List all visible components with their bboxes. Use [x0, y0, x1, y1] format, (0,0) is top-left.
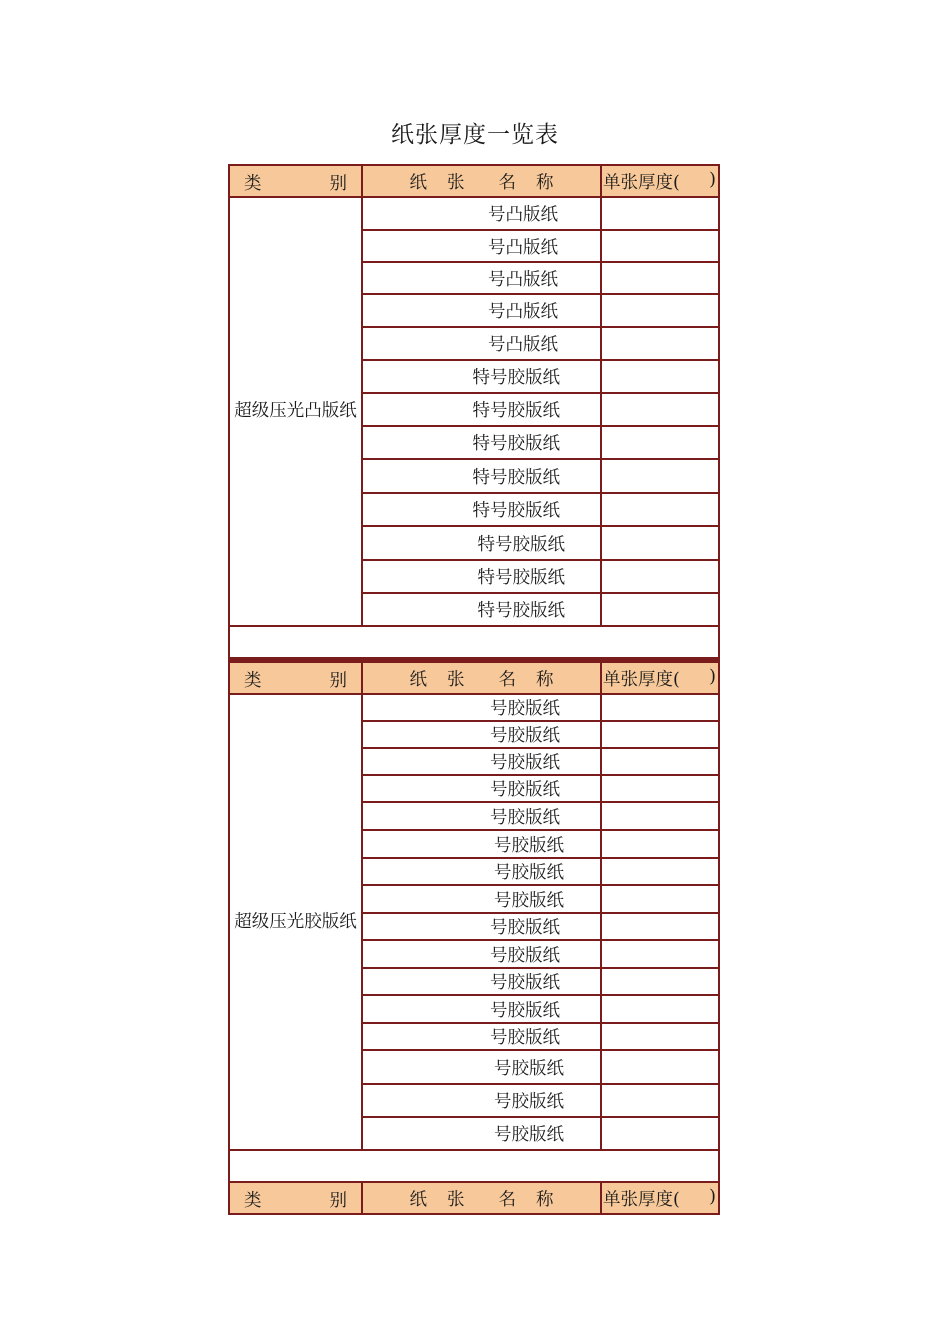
- thickness-cell: [601, 1117, 719, 1150]
- thickness-cell: [601, 327, 719, 360]
- paper-name-cell: 号胶版纸: [362, 1117, 601, 1150]
- category-cell: 超级压光胶版纸: [229, 694, 362, 1150]
- paper-name-cell: 号凸版纸: [362, 197, 601, 230]
- thickness-header-close: ): [709, 1187, 716, 1207]
- table-header-row: [229, 662, 719, 694]
- table-header-row: [229, 1182, 719, 1214]
- paper-name-cell: 号胶版纸: [362, 968, 601, 995]
- paper-name-cell: 号凸版纸: [362, 262, 601, 294]
- thickness-cell: [601, 748, 719, 775]
- table-header-row: [229, 165, 719, 197]
- spacer-row: [229, 1150, 719, 1182]
- paper-name-cell: 号胶版纸: [362, 721, 601, 748]
- category-header-char-1: 类: [244, 1191, 262, 1211]
- paper-name-cell: 特号胶版纸: [362, 560, 601, 593]
- name-header-char-1: 纸: [409, 1189, 427, 1210]
- name-header-char-1: 纸: [409, 172, 427, 193]
- paper-name-cell: 号胶版纸: [362, 940, 601, 968]
- thickness-table-2: [228, 661, 720, 1215]
- paper-name-cell: 号胶版纸: [362, 830, 601, 858]
- paper-name-header: [362, 1182, 601, 1214]
- thickness-cell: [601, 1050, 719, 1084]
- paper-name-cell: 号胶版纸: [362, 775, 601, 802]
- thickness-cell: [601, 230, 719, 262]
- thickness-cell: [601, 560, 719, 593]
- thickness-cell: [601, 858, 719, 885]
- category-header: [229, 662, 362, 694]
- table-row: [229, 197, 719, 230]
- thickness-header-label: 单张厚度(: [603, 172, 680, 193]
- thickness-cell: [601, 694, 719, 721]
- thickness-header-label: 单张厚度(: [603, 669, 680, 690]
- name-header-char-2: 张: [447, 1189, 465, 1210]
- thickness-header-close: ): [709, 667, 716, 687]
- thickness-cell: [601, 913, 719, 940]
- page-title: 纸张厚度一览表: [391, 122, 559, 148]
- paper-name-cell: 号胶版纸: [362, 1050, 601, 1084]
- thickness-header: [601, 1182, 719, 1214]
- thickness-cell: [601, 721, 719, 748]
- category-header-char-2: 别: [329, 1191, 347, 1211]
- thickness-cell: [601, 968, 719, 995]
- paper-name-cell: 特号胶版纸: [362, 360, 601, 393]
- spacer-row: [229, 626, 719, 659]
- paper-name-cell: 号胶版纸: [362, 995, 601, 1023]
- paper-name-header: [362, 662, 601, 694]
- name-header-char-3: 名: [498, 172, 516, 193]
- name-header-char-4: 称: [536, 669, 554, 690]
- paper-name-cell: 号胶版纸: [362, 1023, 601, 1050]
- paper-name-cell: 号胶版纸: [362, 858, 601, 885]
- paper-name-cell: 特号胶版纸: [362, 493, 601, 526]
- category-header-char-1: 类: [244, 174, 262, 194]
- category-header: [229, 1182, 362, 1214]
- category-header-char-2: 别: [329, 174, 347, 194]
- thickness-cell: [601, 526, 719, 560]
- thickness-cell: [601, 262, 719, 294]
- paper-name-cell: 号凸版纸: [362, 327, 601, 360]
- thickness-cell: [601, 593, 719, 626]
- thickness-cell: [601, 940, 719, 968]
- thickness-cell: [601, 294, 719, 327]
- thickness-header: [601, 662, 719, 694]
- thickness-cell: [601, 802, 719, 830]
- category-cell: 超级压光凸版纸: [229, 197, 362, 626]
- thickness-cell: [601, 393, 719, 426]
- name-header-char-4: 称: [536, 1189, 554, 1210]
- thickness-cell: [601, 360, 719, 393]
- paper-name-header: [362, 165, 601, 197]
- name-header-char-2: 张: [447, 172, 465, 193]
- paper-name-cell: 特号胶版纸: [362, 393, 601, 426]
- thickness-cell: [601, 775, 719, 802]
- thickness-cell: [601, 830, 719, 858]
- name-header-char-4: 称: [536, 172, 554, 193]
- name-header-char-3: 名: [498, 669, 516, 690]
- thickness-cell: [601, 426, 719, 459]
- paper-name-cell: 号凸版纸: [362, 294, 601, 327]
- thickness-cell: [601, 1084, 719, 1117]
- paper-name-cell: 号胶版纸: [362, 748, 601, 775]
- thickness-header-label: 单张厚度(: [603, 1189, 680, 1210]
- paper-name-cell: 号胶版纸: [362, 694, 601, 721]
- paper-name-cell: 号胶版纸: [362, 802, 601, 830]
- thickness-cell: [601, 459, 719, 493]
- paper-name-cell: 特号胶版纸: [362, 593, 601, 626]
- paper-name-cell: 号胶版纸: [362, 885, 601, 913]
- category-header: [229, 165, 362, 197]
- thickness-cell: [601, 493, 719, 526]
- paper-name-cell: 特号胶版纸: [362, 526, 601, 560]
- thickness-cell: [601, 885, 719, 913]
- paper-name-cell: 特号胶版纸: [362, 426, 601, 459]
- name-header-char-2: 张: [447, 669, 465, 690]
- table-row: [229, 694, 719, 721]
- thickness-cell: [601, 995, 719, 1023]
- thickness-header: [601, 165, 719, 197]
- thickness-table-1: [228, 164, 720, 661]
- category-header-char-2: 别: [329, 671, 347, 691]
- thickness-cell: [601, 197, 719, 230]
- paper-name-cell: 号胶版纸: [362, 913, 601, 940]
- category-header-char-1: 类: [244, 671, 262, 691]
- paper-name-cell: 号胶版纸: [362, 1084, 601, 1117]
- paper-name-cell: 特号胶版纸: [362, 459, 601, 493]
- paper-name-cell: 号凸版纸: [362, 230, 601, 262]
- name-header-char-3: 名: [498, 1189, 516, 1210]
- thickness-header-close: ): [709, 170, 716, 190]
- name-header-char-1: 纸: [409, 669, 427, 690]
- thickness-cell: [601, 1023, 719, 1050]
